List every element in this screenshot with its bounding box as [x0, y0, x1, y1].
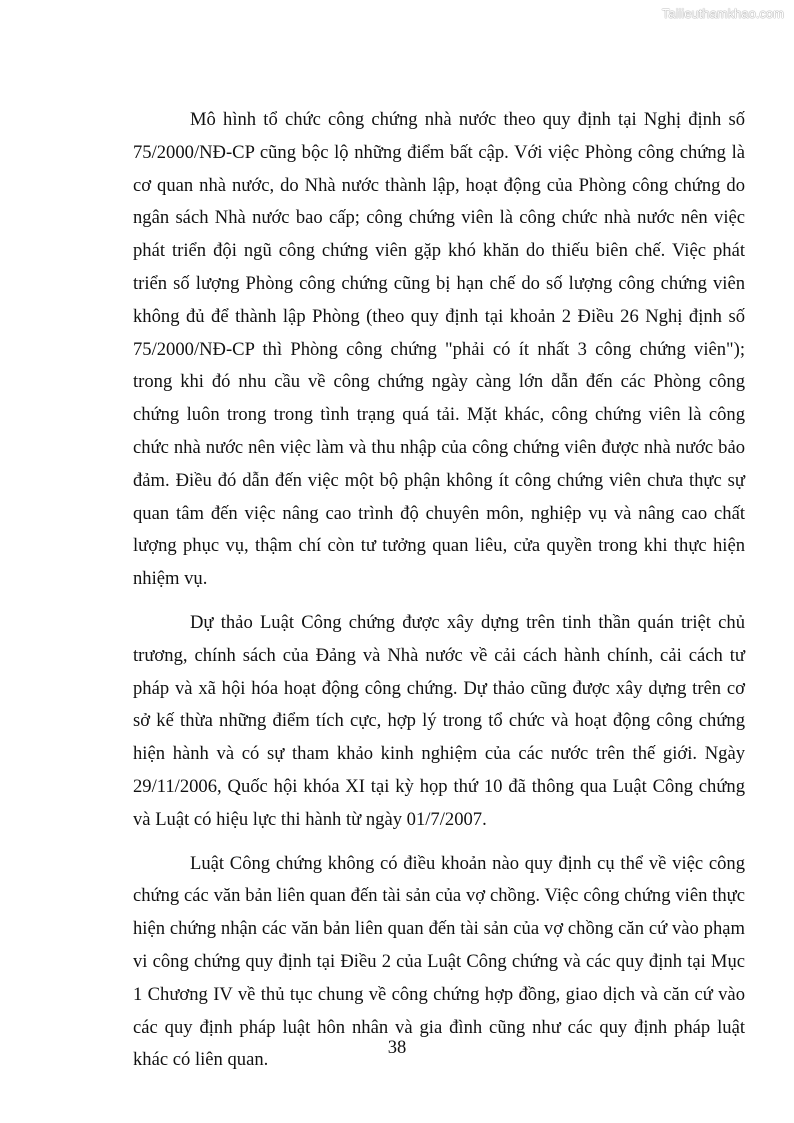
page-number: 38 [387, 1037, 407, 1058]
paragraph-marital-assets: Luật Công chứng không có điều khoản nào quy định cụ thể về việc công chứng các văn bản liên quan đến tài sản của vợ chồng. Việc công chứng viên thực hiện chứng nhận các văn bản liên quan đến tài sản của vợ chồng căn cứ vào phạm vi công chứng quy định tại Điều 2 của Luật Công chứng và các quy định tại Mục 1 Chương IV về thủ tục chung về công chứng hợp đồng, giao dịch và căn cứ vào các quy định pháp luật hôn nhân và gia đình cũng như các quy định pháp luật khác có liên quan. [133, 852, 745, 1071]
document-body [133, 104, 745, 1088]
paragraph-draft-law: Dự thảo Luật Công chứng được xây dựng trên tinh thần quán triệt chủ trương, chính sách của Đảng và Nhà nước về cải cách hành chính, cải cách tư pháp và xã hội hóa hoạt động công chứng. Dự thảo cũng được xây dựng trên cơ sở kế thừa những điểm tích cực, hợp lý trong tổ chức và hoạt động công chứng hiện hành và có sự tham khảo kinh nghiệm của các nước trên thế giới. Ngày 29/11/2006, Quốc hội khóa XI tại kỳ họp thứ 10 đã thông qua Luật Công chứng và Luật có hiệu lực thi hành từ ngày 01/7/2007. [133, 611, 745, 830]
watermark-text: Tailieuthamkhao.com [661, 6, 784, 21]
paragraph-notary-model: Mô hình tổ chức công chứng nhà nước theo quy định tại Nghị định số 75/2000/NĐ-CP cũng bộc lộ những điểm bất cập. Với việc Phòng công chứng là cơ quan nhà nước, do Nhà nước thành lập, hoạt động của Phòng công chứng do ngân sách Nhà nước bao cấp; công chứng viên là công chức nhà nước nên việc phát triển đội ngũ công chứng viên gặp khó khăn do thiếu biên chế. Việc phát triển số lượng Phòng công chứng cũng bị hạn chế do số lượng công chứng viên không đủ để thành lập Phòng (theo quy định tại khoản 2 Điều 26 Nghị định số 75/2000/NĐ-CP thì Phòng công chứng "phải có ít nhất 3 công chứng viên"); trong khi đó nhu cầu về công chứng ngày càng lớn dẫn đến các Phòng công chứng luôn trong trong tình trạng quá tải. Mặt khác, công chứng viên là công chức nhà nước nên việc làm và thu nhập của công chứng viên được nhà nước bảo đảm. Điều đó dẫn đến việc một bộ phận không ít công chứng viên chưa thực sự quan tâm đến việc nâng cao trình độ chuyên môn, nghiệp vụ và nâng cao chất lượng phục vụ, thậm chí còn tư tưởng quan liêu, cửa quyền trong khi thực hiện nhiệm vụ. [133, 109, 745, 590]
